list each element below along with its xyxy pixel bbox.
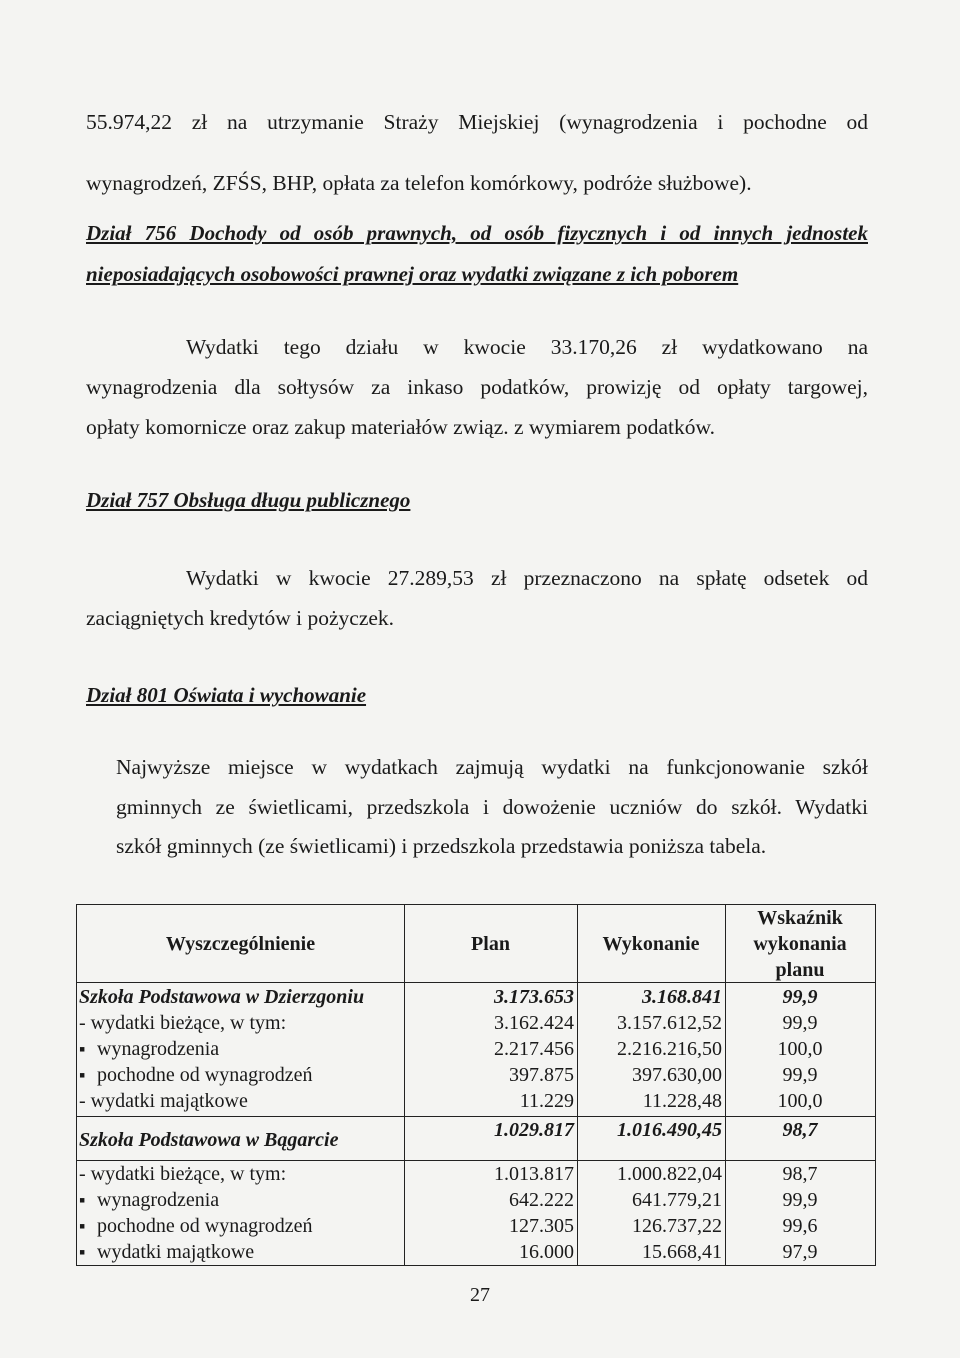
table-row-wykonanie: 11.228,48 — [642, 1090, 722, 1112]
section-756-line-2: wynagrodzenia dla sołtysów za inkaso podatków, prowizję od opłaty targowej, — [86, 375, 868, 399]
table-row-wykonanie: 15.668,41 — [642, 1241, 722, 1263]
intro-line-1: 55.974,22 zł na utrzymanie Straży Miejskiej (wynagrodzenia i pochodne od — [86, 110, 868, 134]
table-row-label — [79, 1241, 254, 1264]
table-row-wskaznik: 99,9 — [782, 1012, 818, 1034]
table-row-divider — [77, 1116, 875, 1117]
expenses-table — [76, 904, 876, 1266]
section-801-line-1: Najwyższe miejsce w wydatkach zajmują wydatki na funkcjonowanie szkół — [116, 755, 868, 779]
table-row-plan: 1.013.817 — [494, 1163, 574, 1185]
table-row-wykonanie: 126.737,22 — [632, 1215, 722, 1237]
section-757-line-2: zaciągniętych kredytów i pożyczek. — [86, 606, 395, 630]
bullet-icon — [79, 1189, 97, 1211]
table-row-label: Szkoła Podstawowa w Bągarcie — [79, 1129, 339, 1151]
table-row-label — [79, 1189, 219, 1212]
header-wyszczegolnienie: Wyszczególnienie — [165, 933, 316, 955]
header-wskaznik-3: planu — [775, 959, 825, 981]
table-row-wykonanie: 2.216.216,50 — [617, 1038, 722, 1060]
table-row-label: - wydatki bieżące, w tym: — [79, 1012, 287, 1034]
table-row-wskaznik: 100,0 — [777, 1038, 823, 1060]
bullet-icon — [79, 1241, 97, 1263]
table-row-label-text: wynagrodzenia — [97, 1189, 220, 1211]
table-row-wykonanie: 1.000.822,04 — [617, 1163, 722, 1185]
bullet-icon — [79, 1038, 97, 1060]
table-row-divider — [77, 982, 875, 983]
section-801-line-3: szkół gminnych (ze świetlicami) i przedszkola przedstawia poniższa tabela. — [116, 834, 767, 858]
table-row-label: - wydatki bieżące, w tym: — [79, 1163, 287, 1185]
table-row-label: - wydatki majątkowe — [79, 1090, 248, 1112]
section-801-line-2: gminnych ze świetlicami, przedszkola i dowożenie uczniów do szkół. Wydatki — [116, 795, 868, 819]
table-row-wykonanie: 3.157.612,52 — [617, 1012, 722, 1034]
table-row-plan: 1.029.817 — [494, 1119, 574, 1141]
table-row-wykonanie: 397.630,00 — [632, 1064, 722, 1086]
table-row-plan: 3.162.424 — [494, 1012, 574, 1034]
table-row-wykonanie: 1.016.490,45 — [617, 1119, 722, 1141]
table-row-divider — [77, 1160, 875, 1161]
table-row-wskaznik: 99,6 — [782, 1215, 818, 1237]
section-757-line-1: Wydatki w kwocie 27.289,53 zł przeznaczono na spłatę odsetek od — [186, 566, 868, 590]
bullet-icon — [79, 1215, 97, 1237]
table-row-wykonanie: 641.779,21 — [632, 1189, 722, 1211]
section-756-line-1: Wydatki tego działu w kwocie 33.170,26 zł wydatkowano na — [186, 335, 868, 359]
table-row-label-text: wydatki majątkowe — [97, 1241, 255, 1263]
bullet-icon — [79, 1064, 97, 1086]
header-wykonanie: Wykonanie — [602, 933, 700, 955]
table-row-label — [79, 1064, 313, 1087]
table-row-wskaznik: 99,9 — [782, 1064, 818, 1086]
table-row-label-text: pochodne od wynagrodzeń — [97, 1215, 313, 1237]
table-row-wskaznik: 97,9 — [782, 1241, 818, 1263]
table-row-label-text: pochodne od wynagrodzeń — [97, 1064, 313, 1086]
table-row-label — [79, 1215, 313, 1238]
intro-line-2: wynagrodzeń, ZFŚS, BHP, opłata za telefon komórkowy, podróże służbowe). — [86, 171, 752, 195]
section-756-line-3: opłaty komornicze oraz zakup materiałów związ. z wymiarem podatków. — [86, 415, 716, 439]
table-row-plan: 642.222 — [509, 1189, 574, 1211]
table-row-label: Szkoła Podstawowa w Dzierzgoniu — [79, 986, 365, 1008]
table-row-label-text: wynagrodzenia — [97, 1038, 220, 1060]
table-row-plan: 397.875 — [509, 1064, 574, 1086]
section-756-heading-1: Dział 756 Dochody od osób prawnych, od osób fizycznych i od innych jednostek — [86, 221, 868, 245]
table-row-plan: 2.217.456 — [494, 1038, 574, 1060]
table-row-label — [79, 1038, 219, 1061]
table-row-plan: 16.000 — [519, 1241, 574, 1263]
table-row-plan: 3.173.653 — [494, 986, 574, 1008]
table-row-plan: 127.305 — [509, 1215, 574, 1237]
header-plan: Plan — [471, 933, 510, 955]
section-801-heading: Dział 801 Oświata i wychowanie — [86, 683, 367, 707]
header-wskaznik-2: wykonania — [753, 933, 847, 955]
table-row-wskaznik: 98,7 — [782, 1119, 818, 1141]
section-757-heading: Dział 757 Obsługa długu publicznego — [86, 488, 411, 512]
section-756-heading-2: nieposiadających osobowości prawnej oraz wydatki związane z ich poborem — [86, 262, 739, 286]
table-row-wykonanie: 3.168.841 — [642, 986, 722, 1008]
header-wskaznik-1: Wskaźnik — [757, 907, 843, 929]
table-row-wskaznik: 99,9 — [782, 986, 818, 1008]
table-row-plan: 11.229 — [519, 1090, 574, 1112]
table-row-wskaznik: 100,0 — [777, 1090, 823, 1112]
page-number: 27 — [470, 1284, 490, 1306]
table-row-wskaznik: 99,9 — [782, 1189, 818, 1211]
table-row-wskaznik: 98,7 — [782, 1163, 818, 1185]
